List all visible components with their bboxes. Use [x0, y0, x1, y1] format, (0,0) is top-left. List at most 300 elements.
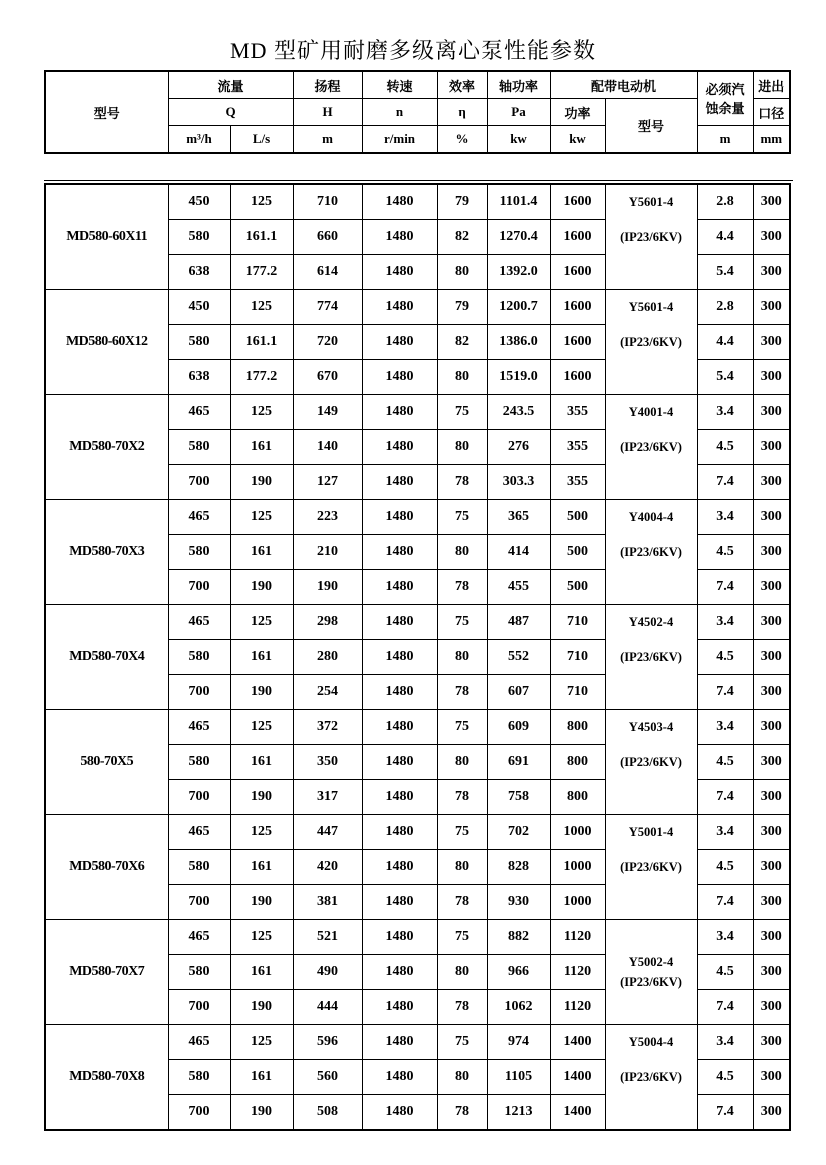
cell-efficiency: 80 — [437, 745, 487, 780]
header-unit-mm: mm — [753, 126, 790, 154]
motor-model-line: (IP23/6KV) — [620, 440, 682, 454]
table-row — [45, 1025, 790, 1060]
cell-shaft-power: 365 — [487, 500, 550, 535]
cell-flow-m3h: 700 — [168, 990, 230, 1025]
cell-npsh: 3.4 — [697, 605, 753, 640]
cell-motor-power: 500 — [550, 500, 605, 535]
cell-shaft-power: 414 — [487, 535, 550, 570]
spec-table-rows — [45, 184, 790, 1130]
cell-shaft-power: 1200.7 — [487, 290, 550, 325]
cell-npsh: 2.8 — [697, 184, 753, 220]
cell-speed: 1480 — [362, 885, 437, 920]
motor-model-cell — [605, 395, 697, 500]
cell-speed: 1480 — [362, 430, 437, 465]
header-motor: 配带电动机 — [550, 71, 697, 99]
cell-efficiency: 78 — [437, 465, 487, 500]
cell-flow-ls: 190 — [230, 885, 293, 920]
header-unit-ls: L/s — [230, 126, 293, 154]
cell-efficiency: 75 — [437, 500, 487, 535]
cell-speed: 1480 — [362, 220, 437, 255]
cell-npsh: 7.4 — [697, 675, 753, 710]
cell-shaft-power: 1062 — [487, 990, 550, 1025]
pump-model-cell: 580-70X5 — [45, 710, 168, 815]
cell-speed: 1480 — [362, 710, 437, 745]
header-head: 扬程 — [293, 71, 362, 99]
cell-head: 444 — [293, 990, 362, 1025]
cell-motor-power: 1600 — [550, 255, 605, 290]
cell-speed: 1480 — [362, 290, 437, 325]
pump-model-cell: MD580-60X12 — [45, 290, 168, 395]
motor-model-line: (IP23/6KV) — [620, 545, 682, 559]
cell-motor-power: 355 — [550, 430, 605, 465]
cell-npsh: 2.8 — [697, 290, 753, 325]
cell-head: 381 — [293, 885, 362, 920]
cell-port-diameter: 300 — [753, 430, 790, 465]
motor-model-cell — [605, 184, 697, 290]
cell-shaft-power: 930 — [487, 885, 550, 920]
cell-npsh: 7.4 — [697, 1095, 753, 1131]
cell-port-diameter: 300 — [753, 780, 790, 815]
header-port-line2: 口径 — [753, 99, 790, 126]
cell-npsh: 4.5 — [697, 430, 753, 465]
cell-npsh: 4.5 — [697, 850, 753, 885]
motor-model-text — [606, 920, 697, 1024]
cell-port-diameter: 300 — [753, 395, 790, 430]
cell-head: 127 — [293, 465, 362, 500]
cell-port-diameter: 300 — [753, 465, 790, 500]
cell-motor-power: 800 — [550, 745, 605, 780]
cell-speed: 1480 — [362, 395, 437, 430]
cell-npsh: 7.4 — [697, 465, 753, 500]
cell-head: 210 — [293, 535, 362, 570]
cell-speed: 1480 — [362, 1060, 437, 1095]
header-speed: 转速 — [362, 71, 437, 99]
cell-npsh: 5.4 — [697, 360, 753, 395]
pump-model-cell: MD580-70X2 — [45, 395, 168, 500]
cell-head: 420 — [293, 850, 362, 885]
cell-efficiency: 80 — [437, 360, 487, 395]
cell-motor-power: 1600 — [550, 290, 605, 325]
cell-head: 660 — [293, 220, 362, 255]
cell-efficiency: 75 — [437, 710, 487, 745]
cell-head: 710 — [293, 184, 362, 220]
motor-model-line: Y5002-4 — [628, 955, 674, 969]
cell-motor-power: 1000 — [550, 850, 605, 885]
cell-speed: 1480 — [362, 640, 437, 675]
cell-efficiency: 78 — [437, 990, 487, 1025]
header-motor-power: 功率 — [550, 99, 605, 126]
cell-motor-power: 710 — [550, 675, 605, 710]
cell-shaft-power: 1213 — [487, 1095, 550, 1131]
cell-port-diameter: 300 — [753, 184, 790, 220]
cell-speed: 1480 — [362, 780, 437, 815]
motor-model-line: Y5004-4 — [628, 1035, 674, 1049]
cell-port-diameter: 300 — [753, 815, 790, 850]
cell-flow-ls: 161.1 — [230, 325, 293, 360]
cell-shaft-power: 1519.0 — [487, 360, 550, 395]
cell-shaft-power: 1392.0 — [487, 255, 550, 290]
header-unit-pct: % — [437, 126, 487, 154]
header-unit-kw-motor: kw — [550, 126, 605, 154]
cell-flow-ls: 177.2 — [230, 255, 293, 290]
header-row-1 — [45, 71, 790, 99]
cell-flow-m3h: 465 — [168, 500, 230, 535]
motor-model-line: (IP23/6KV) — [620, 650, 682, 664]
cell-npsh: 3.4 — [697, 1025, 753, 1060]
spec-table — [44, 183, 791, 1131]
cell-head: 720 — [293, 325, 362, 360]
cell-efficiency: 75 — [437, 1025, 487, 1060]
motor-model-text — [606, 290, 697, 394]
cell-flow-ls: 125 — [230, 395, 293, 430]
motor-model-line: Y5601-4 — [628, 300, 674, 314]
cell-port-diameter: 300 — [753, 255, 790, 290]
cell-speed: 1480 — [362, 465, 437, 500]
motor-model-line: Y4502-4 — [628, 615, 674, 629]
cell-motor-power: 355 — [550, 465, 605, 500]
cell-head: 614 — [293, 255, 362, 290]
cell-shaft-power: 966 — [487, 955, 550, 990]
cell-flow-m3h: 700 — [168, 780, 230, 815]
cell-flow-m3h: 465 — [168, 605, 230, 640]
cell-npsh: 5.4 — [697, 255, 753, 290]
cell-flow-ls: 125 — [230, 920, 293, 955]
cell-port-diameter: 300 — [753, 1025, 790, 1060]
cell-shaft-power: 487 — [487, 605, 550, 640]
cell-flow-m3h: 450 — [168, 290, 230, 325]
cell-speed: 1480 — [362, 500, 437, 535]
cell-efficiency: 75 — [437, 395, 487, 430]
table-row — [45, 815, 790, 850]
motor-model-line: (IP23/6KV) — [620, 975, 682, 989]
cell-head: 190 — [293, 570, 362, 605]
cell-head: 254 — [293, 675, 362, 710]
cell-efficiency: 80 — [437, 1060, 487, 1095]
header-shaft-symbol: Pa — [487, 99, 550, 126]
cell-efficiency: 80 — [437, 640, 487, 675]
cell-flow-m3h: 580 — [168, 325, 230, 360]
cell-head: 490 — [293, 955, 362, 990]
cell-flow-ls: 125 — [230, 500, 293, 535]
motor-model-line: (IP23/6KV) — [620, 755, 682, 769]
cell-head: 670 — [293, 360, 362, 395]
cell-motor-power: 1000 — [550, 815, 605, 850]
table-row — [45, 395, 790, 430]
motor-model-cell — [605, 710, 697, 815]
motor-model-line: (IP23/6KV) — [620, 860, 682, 874]
cell-flow-ls: 190 — [230, 780, 293, 815]
cell-speed: 1480 — [362, 255, 437, 290]
cell-npsh: 7.4 — [697, 990, 753, 1025]
cell-port-diameter: 300 — [753, 710, 790, 745]
motor-model-cell — [605, 815, 697, 920]
cell-shaft-power: 702 — [487, 815, 550, 850]
motor-model-line: Y4001-4 — [628, 405, 674, 419]
cell-flow-m3h: 700 — [168, 885, 230, 920]
motor-model-cell — [605, 920, 697, 1025]
cell-efficiency: 79 — [437, 290, 487, 325]
cell-efficiency: 80 — [437, 430, 487, 465]
header-npsh-line1: 必须汽 — [705, 81, 745, 97]
cell-flow-ls: 190 — [230, 1095, 293, 1131]
cell-flow-ls: 161 — [230, 745, 293, 780]
cell-efficiency: 75 — [437, 605, 487, 640]
cell-speed: 1480 — [362, 850, 437, 885]
header-table — [44, 70, 791, 154]
cell-flow-ls: 125 — [230, 1025, 293, 1060]
cell-flow-ls: 125 — [230, 710, 293, 745]
pump-model-cell: MD580-70X3 — [45, 500, 168, 605]
cell-motor-power: 1400 — [550, 1025, 605, 1060]
cell-head: 149 — [293, 395, 362, 430]
cell-motor-power: 1120 — [550, 955, 605, 990]
cell-motor-power: 710 — [550, 640, 605, 675]
motor-model-line: (IP23/6KV) — [620, 1070, 682, 1084]
page-title: MD 型矿用耐磨多级离心泵性能参数 — [230, 38, 596, 63]
cell-head: 508 — [293, 1095, 362, 1131]
table-row — [45, 920, 790, 955]
cell-shaft-power: 691 — [487, 745, 550, 780]
header-head-symbol: H — [293, 99, 362, 126]
cell-shaft-power: 974 — [487, 1025, 550, 1060]
cell-efficiency: 78 — [437, 780, 487, 815]
cell-efficiency: 82 — [437, 325, 487, 360]
cell-flow-m3h: 580 — [168, 1060, 230, 1095]
cell-flow-m3h: 580 — [168, 745, 230, 780]
cell-flow-m3h: 580 — [168, 535, 230, 570]
header-flow: 流量 — [168, 71, 293, 99]
cell-flow-ls: 161 — [230, 430, 293, 465]
cell-npsh: 7.4 — [697, 885, 753, 920]
cell-flow-ls: 125 — [230, 815, 293, 850]
cell-shaft-power: 828 — [487, 850, 550, 885]
table-row — [45, 500, 790, 535]
cell-efficiency: 75 — [437, 920, 487, 955]
cell-shaft-power: 1270.4 — [487, 220, 550, 255]
cell-npsh: 4.5 — [697, 535, 753, 570]
cell-flow-m3h: 700 — [168, 1095, 230, 1131]
cell-flow-m3h: 465 — [168, 1025, 230, 1060]
cell-flow-m3h: 700 — [168, 675, 230, 710]
cell-npsh: 4.4 — [697, 325, 753, 360]
cell-port-diameter: 300 — [753, 535, 790, 570]
cell-flow-m3h: 580 — [168, 640, 230, 675]
header-unit-m3h: m³/h — [168, 126, 230, 154]
cell-flow-m3h: 580 — [168, 955, 230, 990]
spec-table-body-wrap — [44, 180, 793, 1131]
cell-flow-m3h: 580 — [168, 430, 230, 465]
cell-port-diameter: 300 — [753, 570, 790, 605]
cell-port-diameter: 300 — [753, 745, 790, 780]
cell-speed: 1480 — [362, 920, 437, 955]
cell-port-diameter: 300 — [753, 220, 790, 255]
cell-motor-power: 1000 — [550, 885, 605, 920]
cell-speed: 1480 — [362, 955, 437, 990]
cell-npsh: 3.4 — [697, 500, 753, 535]
pump-model-cell: MD580-70X8 — [45, 1025, 168, 1131]
cell-motor-power: 500 — [550, 570, 605, 605]
cell-flow-m3h: 465 — [168, 710, 230, 745]
cell-flow-ls: 161.1 — [230, 220, 293, 255]
cell-port-diameter: 300 — [753, 1095, 790, 1131]
cell-speed: 1480 — [362, 990, 437, 1025]
cell-speed: 1480 — [362, 1095, 437, 1131]
cell-flow-m3h: 580 — [168, 220, 230, 255]
motor-model-cell — [605, 605, 697, 710]
cell-npsh: 3.4 — [697, 395, 753, 430]
header-npsh — [697, 71, 753, 126]
cell-shaft-power: 1105 — [487, 1060, 550, 1095]
pump-model-cell: MD580-60X11 — [45, 184, 168, 290]
header-unit-m: m — [293, 126, 362, 154]
cell-npsh: 3.4 — [697, 710, 753, 745]
pump-model-cell: MD580-70X4 — [45, 605, 168, 710]
cell-flow-ls: 125 — [230, 290, 293, 325]
header-unit-npsh-m: m — [697, 126, 753, 154]
cell-port-diameter: 300 — [753, 675, 790, 710]
cell-port-diameter: 300 — [753, 640, 790, 675]
cell-shaft-power: 607 — [487, 675, 550, 710]
cell-head: 223 — [293, 500, 362, 535]
cell-speed: 1480 — [362, 605, 437, 640]
cell-flow-m3h: 700 — [168, 465, 230, 500]
cell-shaft-power: 455 — [487, 570, 550, 605]
cell-motor-power: 800 — [550, 780, 605, 815]
cell-flow-ls: 161 — [230, 535, 293, 570]
cell-port-diameter: 300 — [753, 955, 790, 990]
header-npsh-line2: 蚀余量 — [705, 100, 745, 116]
cell-speed: 1480 — [362, 1025, 437, 1060]
cell-motor-power: 800 — [550, 710, 605, 745]
motor-model-cell — [605, 1025, 697, 1131]
motor-model-text — [606, 185, 697, 289]
cell-port-diameter: 300 — [753, 920, 790, 955]
cell-efficiency: 80 — [437, 955, 487, 990]
cell-shaft-power: 609 — [487, 710, 550, 745]
motor-model-text — [606, 1025, 697, 1129]
cell-motor-power: 1400 — [550, 1095, 605, 1131]
cell-motor-power: 1400 — [550, 1060, 605, 1095]
cell-shaft-power: 303.3 — [487, 465, 550, 500]
header-port-line1: 进出 — [753, 71, 790, 99]
cell-efficiency: 79 — [437, 184, 487, 220]
cell-npsh: 4.5 — [697, 1060, 753, 1095]
motor-model-cell — [605, 500, 697, 605]
table-row — [45, 290, 790, 325]
cell-flow-ls: 190 — [230, 675, 293, 710]
cell-efficiency: 78 — [437, 570, 487, 605]
cell-port-diameter: 300 — [753, 290, 790, 325]
cell-npsh: 4.5 — [697, 745, 753, 780]
cell-head: 317 — [293, 780, 362, 815]
cell-motor-power: 355 — [550, 395, 605, 430]
cell-flow-ls: 190 — [230, 990, 293, 1025]
cell-npsh: 4.5 — [697, 955, 753, 990]
motor-model-line: Y4004-4 — [628, 510, 674, 524]
cell-head: 140 — [293, 430, 362, 465]
cell-shaft-power: 758 — [487, 780, 550, 815]
cell-speed: 1480 — [362, 325, 437, 360]
header-model: 型号 — [45, 71, 168, 153]
cell-npsh: 4.4 — [697, 220, 753, 255]
cell-flow-m3h: 465 — [168, 815, 230, 850]
cell-efficiency: 80 — [437, 850, 487, 885]
motor-model-text — [606, 500, 697, 604]
cell-flow-ls: 125 — [230, 605, 293, 640]
cell-shaft-power: 276 — [487, 430, 550, 465]
cell-shaft-power: 1101.4 — [487, 184, 550, 220]
header-efficiency: 效率 — [437, 71, 487, 99]
cell-speed: 1480 — [362, 184, 437, 220]
cell-head: 372 — [293, 710, 362, 745]
motor-model-text — [606, 815, 697, 919]
cell-port-diameter: 300 — [753, 500, 790, 535]
motor-model-line: (IP23/6KV) — [620, 335, 682, 349]
cell-npsh: 3.4 — [697, 815, 753, 850]
cell-port-diameter: 300 — [753, 605, 790, 640]
cell-motor-power: 710 — [550, 605, 605, 640]
cell-efficiency: 75 — [437, 815, 487, 850]
cell-efficiency: 78 — [437, 1095, 487, 1131]
cell-shaft-power: 552 — [487, 640, 550, 675]
cell-port-diameter: 300 — [753, 990, 790, 1025]
cell-efficiency: 80 — [437, 255, 487, 290]
cell-flow-m3h: 580 — [168, 850, 230, 885]
motor-model-line: Y5001-4 — [628, 825, 674, 839]
cell-motor-power: 1600 — [550, 184, 605, 220]
table-row — [45, 710, 790, 745]
cell-npsh: 4.5 — [697, 640, 753, 675]
motor-model-text — [606, 605, 697, 709]
cell-speed: 1480 — [362, 745, 437, 780]
header-shaft-power: 轴功率 — [487, 71, 550, 99]
cell-head: 350 — [293, 745, 362, 780]
cell-flow-m3h: 700 — [168, 570, 230, 605]
header-speed-symbol: n — [362, 99, 437, 126]
cell-efficiency: 80 — [437, 535, 487, 570]
header-eff-symbol: η — [437, 99, 487, 126]
cell-flow-m3h: 465 — [168, 920, 230, 955]
cell-flow-ls: 161 — [230, 1060, 293, 1095]
cell-head: 596 — [293, 1025, 362, 1060]
cell-shaft-power: 243.5 — [487, 395, 550, 430]
cell-port-diameter: 300 — [753, 850, 790, 885]
cell-head: 447 — [293, 815, 362, 850]
cell-port-diameter: 300 — [753, 1060, 790, 1095]
cell-flow-m3h: 638 — [168, 255, 230, 290]
cell-npsh: 7.4 — [697, 570, 753, 605]
cell-port-diameter: 300 — [753, 360, 790, 395]
cell-npsh: 7.4 — [697, 780, 753, 815]
table-row — [45, 605, 790, 640]
cell-flow-ls: 161 — [230, 640, 293, 675]
motor-model-line: (IP23/6KV) — [620, 230, 682, 244]
cell-flow-ls: 190 — [230, 465, 293, 500]
cell-flow-m3h: 465 — [168, 395, 230, 430]
cell-head: 298 — [293, 605, 362, 640]
cell-speed: 1480 — [362, 360, 437, 395]
motor-model-text — [606, 395, 697, 499]
cell-head: 280 — [293, 640, 362, 675]
cell-shaft-power: 1386.0 — [487, 325, 550, 360]
motor-model-cell — [605, 290, 697, 395]
cell-port-diameter: 300 — [753, 885, 790, 920]
cell-flow-m3h: 638 — [168, 360, 230, 395]
cell-shaft-power: 882 — [487, 920, 550, 955]
cell-motor-power: 1600 — [550, 360, 605, 395]
cell-flow-ls: 190 — [230, 570, 293, 605]
cell-motor-power: 1600 — [550, 325, 605, 360]
